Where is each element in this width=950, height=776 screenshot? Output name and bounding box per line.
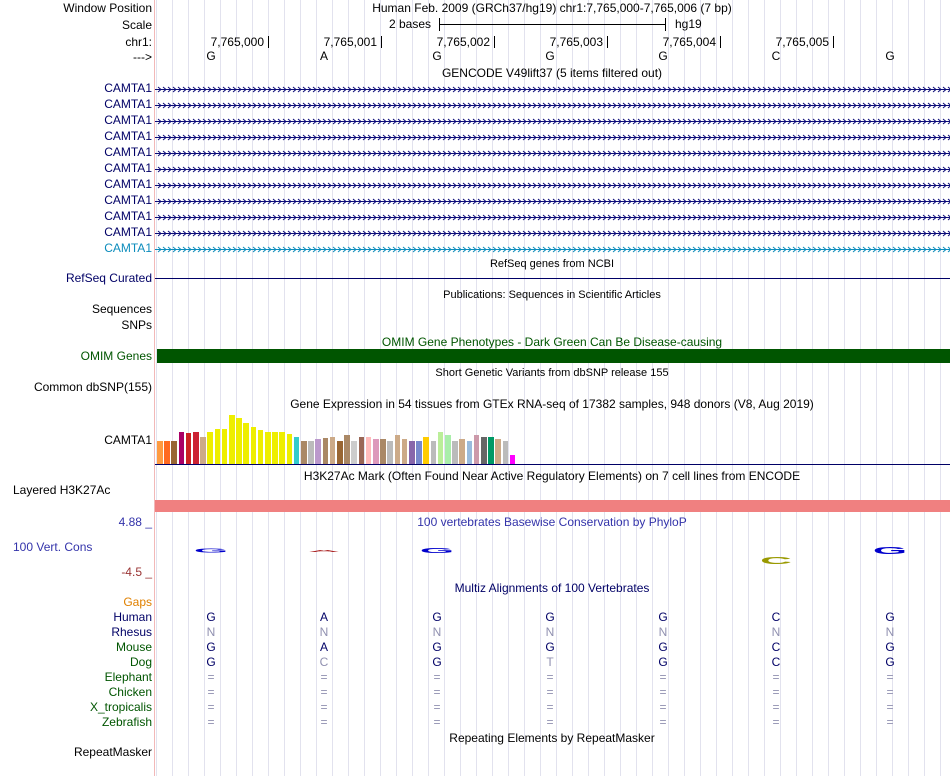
dbsnp-title: Short Genetic Variants from dbSNP release 155 <box>435 367 669 379</box>
alignment-base: = <box>659 715 667 729</box>
alignment-base: = <box>320 715 328 729</box>
gtex-tissue-bar[interactable] <box>488 437 494 464</box>
scale-label[interactable]: Scale <box>121 18 152 32</box>
gene-transcript-line[interactable] <box>155 147 950 156</box>
species-label-zebrafish[interactable]: Zebrafish <box>101 715 152 729</box>
gene-transcript-line[interactable] <box>155 211 950 220</box>
gtex-tissue-bar[interactable] <box>416 441 422 464</box>
gtex-tissue-bar[interactable] <box>359 437 365 464</box>
alignment-base: G <box>206 610 216 624</box>
gtex-tissue-bar[interactable] <box>258 430 264 464</box>
gtex-baseline <box>155 464 950 465</box>
species-label-dog[interactable]: Dog <box>129 655 152 669</box>
window-position-label[interactable]: Window Position <box>63 1 152 15</box>
alignment-base: = <box>207 670 215 684</box>
gtex-expression-chart[interactable] <box>155 411 950 464</box>
gene-transcript-line[interactable] <box>155 131 950 140</box>
publications-title: Publications: Sequences in Scientific Articles <box>443 289 661 301</box>
gtex-tissue-bar[interactable] <box>387 441 393 464</box>
alignment-base: = <box>433 670 441 684</box>
alignment-base: G <box>658 640 668 654</box>
common-dbsnp-label[interactable]: Common dbSNP(155) <box>33 380 152 394</box>
alignment-base: G <box>206 655 216 669</box>
alignment-base: A <box>319 640 329 654</box>
coordinate-label: 7,765,005 <box>775 35 829 49</box>
gtex-tissue-bar[interactable] <box>373 439 379 464</box>
repeatmasker-label[interactable]: RepeatMasker <box>73 745 152 759</box>
h3k27ac-label[interactable]: Layered H3K27Ac <box>13 483 111 497</box>
alignment-base: N <box>658 625 668 639</box>
alignment-base: = <box>207 715 215 729</box>
gaps-label[interactable]: Gaps <box>123 595 152 609</box>
species-label-human[interactable]: Human <box>113 610 152 624</box>
dna-base: G <box>885 49 895 63</box>
gtex-tissue-bar[interactable] <box>438 432 444 464</box>
gtex-tissue-bar[interactable] <box>467 441 473 464</box>
gtex-tissue-bar[interactable] <box>193 432 199 464</box>
dna-base: C <box>771 49 781 63</box>
alignment-base: = <box>886 670 894 684</box>
h3k27ac-title: H3K27Ac Mark (Often Found Near Active Regulatory Elements) on 7 cell lines from ENCODE <box>303 469 801 483</box>
alignment-base: = <box>772 670 780 684</box>
gtex-tissue-bar[interactable] <box>366 437 372 464</box>
gtex-tissue-bar[interactable] <box>251 427 257 464</box>
alignment-base: N <box>319 625 329 639</box>
gtex-tissue-bar[interactable] <box>279 432 285 464</box>
alignment-base: = <box>659 700 667 714</box>
gene-row-label[interactable]: CAMTA1 <box>104 145 152 159</box>
strand-label[interactable]: ---> <box>133 50 152 64</box>
alignment-base: = <box>207 685 215 699</box>
alignment-base: G <box>658 655 668 669</box>
species-label-x_tropicalis[interactable]: X_tropicalis <box>89 700 152 714</box>
scale-bar-right-tick <box>665 18 666 31</box>
species-label-mouse[interactable]: Mouse <box>115 640 152 654</box>
alignment-base: = <box>772 685 780 699</box>
assembly-position-text: Human Feb. 2009 (GRCh37/hg19) chr1:7,765,000-7,765,006 (7 bp) <box>372 1 732 15</box>
gene-transcript-line[interactable] <box>155 195 950 204</box>
gene-row-label[interactable]: CAMTA1 <box>104 193 152 207</box>
alignment-base: A <box>319 610 329 624</box>
phylop-title: 100 vertebrates Basewise Conservation by PhyloP <box>417 515 687 529</box>
gene-transcript-line[interactable] <box>155 83 950 92</box>
gtex-tissue-bar[interactable] <box>423 437 429 464</box>
phylop-base-logo: G <box>872 545 908 557</box>
gtex-tissue-bar[interactable] <box>243 423 249 464</box>
gtex-tissue-bar[interactable] <box>402 439 408 464</box>
alignment-base: G <box>885 610 895 624</box>
alignment-base: = <box>433 700 441 714</box>
coordinate-tick <box>381 36 382 48</box>
refseq-gene-line[interactable] <box>155 278 950 279</box>
scale-bar-left-tick <box>439 18 440 31</box>
alignment-base: = <box>433 685 441 699</box>
gene-transcript-line[interactable] <box>155 243 950 252</box>
chrom-label[interactable]: chr1: <box>125 35 152 49</box>
alignment-base: = <box>659 670 667 684</box>
gtex-tissue-bar[interactable] <box>503 441 509 464</box>
species-label-elephant[interactable]: Elephant <box>104 670 152 684</box>
gene-transcript-line[interactable] <box>155 227 950 236</box>
alignment-base: = <box>546 685 554 699</box>
gtex-tissue-bar[interactable] <box>344 435 350 464</box>
coordinate-tick <box>607 36 608 48</box>
alignment-base: C <box>771 655 781 669</box>
gtex-tissue-bar[interactable] <box>323 438 329 464</box>
gene-row-label[interactable]: CAMTA1 <box>104 225 152 239</box>
gene-transcript-line[interactable] <box>155 163 950 172</box>
gtex-tissue-bar[interactable] <box>351 441 357 464</box>
gtex-tissue-bar[interactable] <box>301 441 307 464</box>
phylop-base-logo: G <box>419 547 455 555</box>
h3k27ac-signal-bar[interactable] <box>155 500 950 512</box>
gtex-tissue-bar[interactable] <box>445 435 451 464</box>
gene-row-label[interactable]: CAMTA1 <box>104 97 152 111</box>
gtex-tissue-bar[interactable] <box>164 441 170 464</box>
sequences-label[interactable]: Sequences <box>91 302 152 316</box>
gtex-tissue-bar[interactable] <box>380 439 386 464</box>
gtex-tissue-bar[interactable] <box>157 441 163 464</box>
alignment-base: = <box>320 700 328 714</box>
gene-row-label[interactable]: CAMTA1 <box>104 161 152 175</box>
gene-row-label[interactable]: CAMTA1 <box>104 209 152 223</box>
alignment-base: C <box>771 640 781 654</box>
coordinate-label: 7,765,003 <box>549 35 603 49</box>
gtex-tissue-bar[interactable] <box>395 435 401 464</box>
dna-base: G <box>545 49 555 63</box>
alignment-base: = <box>320 685 328 699</box>
gene-row-label[interactable]: CAMTA1 <box>104 113 152 127</box>
refseq-title: RefSeq genes from NCBI <box>489 258 615 270</box>
omim-label[interactable]: OMIM Genes <box>80 349 152 363</box>
alignment-base: N <box>885 625 895 639</box>
scale-text: 2 bases <box>389 17 432 31</box>
scale-bar <box>439 24 666 25</box>
track-data-area[interactable] <box>155 0 950 776</box>
alignment-base: G <box>885 655 895 669</box>
dna-base: A <box>319 49 329 63</box>
coordinate-tick <box>268 36 269 48</box>
gene-transcript-line[interactable] <box>155 179 950 188</box>
gtex-tissue-bar[interactable] <box>308 441 314 464</box>
gtex-tissue-bar[interactable] <box>337 441 343 464</box>
alignment-base: G <box>658 610 668 624</box>
gtex-gene-label[interactable]: CAMTA1 <box>104 433 152 447</box>
alignment-base: = <box>886 715 894 729</box>
alignment-base: G <box>206 640 216 654</box>
gtex-tissue-bar[interactable] <box>510 455 516 464</box>
gene-row-label[interactable]: CAMTA1 <box>104 241 152 255</box>
gtex-tissue-bar[interactable] <box>495 439 501 464</box>
track-label-column <box>0 0 154 776</box>
phylop-min-label: -4.5 _ <box>121 565 152 579</box>
gene-transcript-line[interactable] <box>155 115 950 124</box>
gtex-tissue-bar[interactable] <box>215 429 221 464</box>
gtex-tissue-bar[interactable] <box>474 435 480 464</box>
coordinate-label: 7,765,001 <box>323 35 377 49</box>
gtex-tissue-bar[interactable] <box>481 437 487 464</box>
gtex-tissue-bar[interactable] <box>236 418 242 464</box>
coordinate-label: 7,765,002 <box>436 35 490 49</box>
gtex-tissue-bar[interactable] <box>179 432 185 464</box>
coordinate-tick <box>720 36 721 48</box>
alignment-base: = <box>546 700 554 714</box>
gtex-tissue-bar[interactable] <box>409 441 415 464</box>
alignment-base: = <box>886 685 894 699</box>
dna-base: G <box>206 49 216 63</box>
omim-title: OMIM Gene Phenotypes - Dark Green Can Be Disease-causing <box>381 335 723 349</box>
gtex-tissue-bar[interactable] <box>229 415 235 464</box>
coordinate-label: 7,765,004 <box>662 35 716 49</box>
alignment-base: G <box>432 610 442 624</box>
alignment-base: = <box>772 715 780 729</box>
gtex-tissue-bar[interactable] <box>287 434 293 464</box>
gtex-tissue-bar[interactable] <box>431 441 437 464</box>
alignment-base: G <box>432 655 442 669</box>
phylop-max-label: 4.88 _ <box>118 515 152 529</box>
alignment-base: C <box>319 655 329 669</box>
alignment-base: = <box>546 670 554 684</box>
phylop-base-logo: C <box>760 555 792 567</box>
gene-row-label[interactable]: CAMTA1 <box>104 177 152 191</box>
alignment-base: = <box>546 715 554 729</box>
gtex-tissue-bar[interactable] <box>315 439 321 464</box>
phylop-conservation-track[interactable] <box>155 530 950 580</box>
gene-transcript-line[interactable] <box>155 99 950 108</box>
alignment-base: = <box>659 685 667 699</box>
alignment-base: = <box>433 715 441 729</box>
alignment-base: N <box>545 625 555 639</box>
alignment-base: G <box>432 640 442 654</box>
coordinate-label: 7,765,000 <box>210 35 264 49</box>
phylop-base-logo: G <box>193 548 229 554</box>
alignment-base: G <box>545 610 555 624</box>
dna-base: G <box>658 49 668 63</box>
gtex-tissue-bar[interactable] <box>200 437 206 464</box>
gtex-tissue-bar[interactable] <box>272 432 278 464</box>
alignment-base: G <box>545 640 555 654</box>
alignment-base: = <box>772 700 780 714</box>
alignment-base: N <box>206 625 216 639</box>
alignment-base: T <box>546 655 554 669</box>
gtex-tissue-bar[interactable] <box>171 441 177 464</box>
phylop-base-logo: A <box>308 549 340 553</box>
gtex-title: Gene Expression in 54 tissues from GTEx RNA-seq of 17382 samples, 948 donors (V8, Aug 2019) <box>290 397 814 411</box>
coordinate-tick <box>494 36 495 48</box>
gtex-tissue-bar[interactable] <box>207 432 213 464</box>
omim-gene-bar[interactable] <box>157 349 950 363</box>
gencode-title: GENCODE V49lift37 (5 items filtered out) <box>441 66 663 80</box>
species-label-rhesus[interactable]: Rhesus <box>111 625 152 639</box>
alignment-base: N <box>432 625 442 639</box>
scale-db: hg19 <box>675 17 702 31</box>
alignment-base: G <box>885 640 895 654</box>
gene-row-label[interactable]: CAMTA1 <box>104 81 152 95</box>
gtex-tissue-bar[interactable] <box>459 439 465 464</box>
gtex-tissue-bar[interactable] <box>452 441 458 464</box>
gtex-tissue-bar[interactable] <box>330 437 336 464</box>
alignment-base: C <box>771 610 781 624</box>
gtex-tissue-bar[interactable] <box>294 437 300 464</box>
alignment-base: = <box>207 700 215 714</box>
alignment-base: N <box>771 625 781 639</box>
gene-row-label[interactable]: CAMTA1 <box>104 129 152 143</box>
snps-label[interactable]: SNPs <box>121 318 152 332</box>
gtex-tissue-bar[interactable] <box>186 433 192 464</box>
alignment-base: = <box>886 700 894 714</box>
coordinate-tick <box>833 36 834 48</box>
multiz-title: Multiz Alignments of 100 Vertebrates <box>454 581 650 595</box>
gtex-tissue-bar[interactable] <box>222 429 228 464</box>
alignment-base: = <box>320 670 328 684</box>
repeat-title: Repeating Elements by RepeatMasker <box>449 731 655 745</box>
species-label-chicken[interactable]: Chicken <box>108 685 152 699</box>
dna-base: G <box>432 49 442 63</box>
phylop-track-label[interactable]: 100 Vert. Cons <box>13 540 93 554</box>
gtex-tissue-bar[interactable] <box>265 432 271 464</box>
refseq-label[interactable]: RefSeq Curated <box>65 271 152 285</box>
